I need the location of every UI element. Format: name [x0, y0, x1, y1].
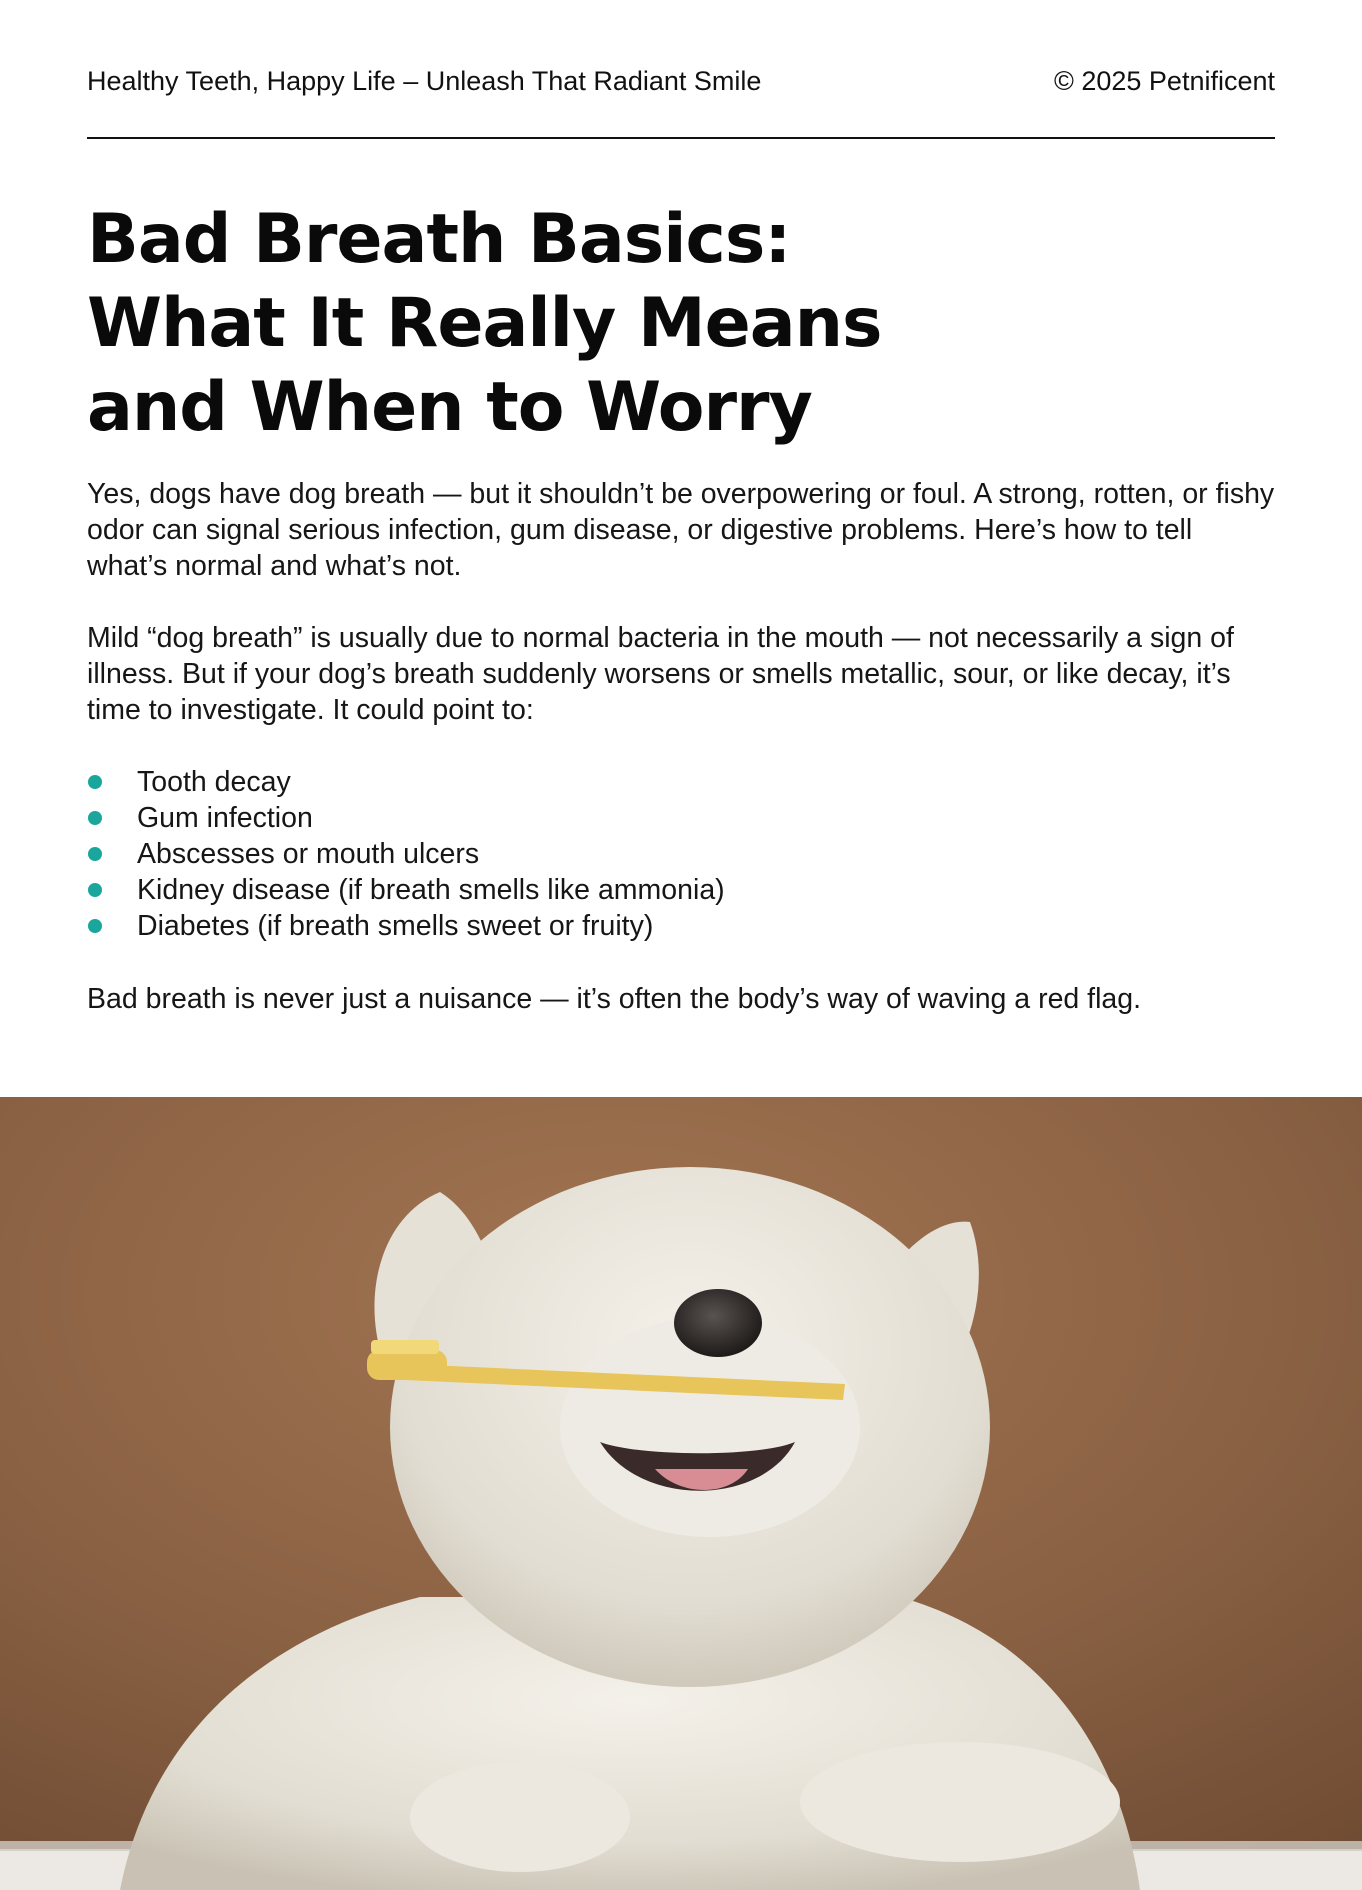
title-line-2: What It Really Means [87, 284, 882, 363]
causes-list [87, 764, 725, 944]
list-item-text: Tooth decay [137, 766, 291, 798]
dog-right-paw [800, 1742, 1120, 1862]
toothbrush-head [367, 1350, 447, 1380]
list-item [87, 836, 725, 872]
header-divider [87, 137, 1275, 139]
list-item-text: Kidney disease (if breath smells like ammonia) [137, 874, 725, 906]
list-item [87, 908, 725, 944]
list-item [87, 872, 725, 908]
dog-nose [674, 1289, 762, 1357]
dog-left-paw [410, 1762, 630, 1872]
list-item [87, 800, 725, 836]
detail-paragraph: Mild “dog breath” is usually due to normal bacteria in the mouth — not necessarily a sign of illness. But if your dog’s breath suddenly worsens or smells metallic, sour, or like decay, it’s time to investigate. It could point to: [87, 622, 1234, 726]
list-item-text: Abscesses or mouth ulcers [137, 838, 480, 870]
intro-paragraph: Yes, dogs have dog breath — but it shouldn’t be overpowering or foul. A strong, rotten, or fishy odor can signal serious infection, gum disease, or digestive problems. Here’s how to tell what’s normal and what’s not. [87, 478, 1275, 582]
title-line-3: and When to Worry [87, 368, 812, 447]
page-header [87, 64, 1275, 99]
title-line-1: Bad Breath Basics: [87, 200, 791, 279]
toothbrush-bristles [371, 1340, 439, 1354]
bullet-dot-icon [88, 811, 102, 825]
bullet-dot-icon [88, 775, 102, 789]
bullet-dot-icon [88, 919, 102, 933]
closing-paragraph: Bad breath is never just a nuisance — it’s often the body’s way of waving a red flag. [87, 983, 1142, 1015]
header-copyright: © 2025 Petnificent [1053, 66, 1275, 96]
list-item [87, 764, 725, 800]
header-tagline: Healthy Teeth, Happy Life – Unleash That Radiant Smile [87, 66, 762, 96]
bullet-dot-icon [88, 847, 102, 861]
page-title [87, 198, 1087, 450]
list-item-text: Diabetes (if breath smells sweet or fruity) [137, 910, 654, 942]
dog-toothbrush-photo [0, 1097, 1362, 1890]
bullet-dot-icon [88, 883, 102, 897]
list-item-text: Gum infection [137, 802, 313, 834]
